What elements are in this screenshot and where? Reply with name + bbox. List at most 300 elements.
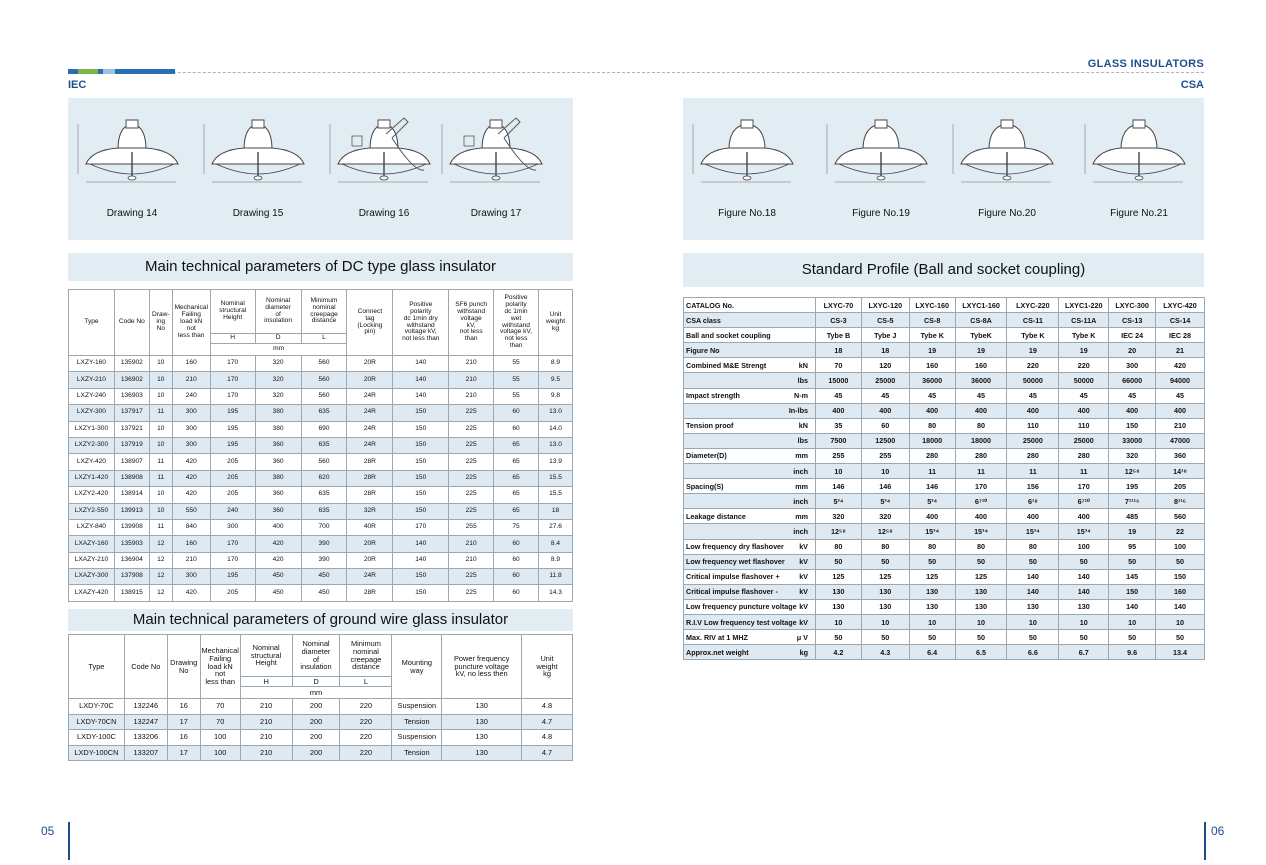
table-cell: 19 — [909, 343, 955, 358]
table-cell: Tybe K — [1007, 328, 1059, 343]
table-cell: 11 — [149, 519, 172, 535]
table-cell: 450 — [255, 585, 301, 601]
table-cell: 19 — [1059, 343, 1109, 358]
table-cell: 4.3 — [861, 645, 909, 660]
table-cell: 15³⁴ — [1059, 524, 1109, 539]
row-label-text: Figure No — [686, 345, 720, 355]
table-cell: 150 — [393, 487, 449, 503]
table-cell: 10 — [149, 437, 172, 453]
insulator-with-pin-drawing-icon — [324, 112, 444, 190]
table-cell: CS-11A — [1059, 313, 1109, 328]
table-row — [69, 745, 573, 761]
table-cell: Tybe J — [861, 328, 909, 343]
table-cell: 65 — [494, 454, 539, 470]
table-cell: 140 — [393, 356, 449, 372]
table-cell: 205 — [210, 454, 255, 470]
row-label — [684, 328, 816, 343]
table-row — [684, 599, 1205, 614]
table-cell: 560 — [301, 454, 347, 470]
table-cell: 12 — [149, 536, 172, 552]
table-cell: 400 — [1059, 509, 1109, 524]
table-cell: 146 — [815, 479, 861, 494]
table-cell: 320 — [861, 509, 909, 524]
table-cell: 6⁷¹⁰ — [1059, 494, 1109, 509]
table-cell: 390 — [301, 536, 347, 552]
table-cell: LXYC-300 — [1109, 298, 1156, 313]
row-unit-text: kV — [799, 557, 808, 567]
table-row — [684, 373, 1205, 388]
table-cell: 210 — [240, 730, 292, 746]
table-cell: 18000 — [955, 433, 1007, 448]
header-rule — [68, 72, 1204, 73]
table-cell: 24R — [347, 388, 393, 404]
row-unit-text: kV — [799, 617, 808, 627]
drawing-4 — [436, 112, 556, 219]
table-cell: 300 — [172, 437, 210, 453]
row-unit-text: μ V — [796, 632, 808, 642]
table-cell: 19 — [1007, 343, 1059, 358]
table-cell: 170 — [1059, 479, 1109, 494]
table-cell: 205 — [210, 585, 255, 601]
table-cell: 80 — [955, 539, 1007, 554]
table-cell: LXDY-70C — [69, 699, 125, 715]
gw-col-mounting: Mounting way — [392, 635, 442, 699]
table-cell: 15³⁴ — [955, 524, 1007, 539]
table-cell: 200 — [292, 745, 340, 761]
table-cell: 225 — [449, 437, 494, 453]
table-cell: 140 — [1007, 584, 1059, 599]
drawing-label: Figure No.18 — [718, 208, 776, 219]
table-row — [69, 569, 573, 585]
insulator-drawing-icon — [821, 112, 941, 190]
table-cell: 95 — [1109, 539, 1156, 554]
table-cell: 220 — [340, 745, 392, 761]
table-cell: CS-14 — [1156, 313, 1205, 328]
row-label-text: Ball and socket coupling — [686, 330, 771, 340]
table-cell: LXYC-220 — [1007, 298, 1059, 313]
table-cell: 7¹¹¹⁶ — [1109, 494, 1156, 509]
table-cell: 550 — [172, 503, 210, 519]
table-cell: 50 — [909, 554, 955, 569]
table-cell: 28R — [347, 470, 393, 486]
table-cell: LXAZY-420 — [69, 585, 115, 601]
table-cell: 10 — [149, 372, 172, 388]
table-cell: 17 — [167, 745, 200, 761]
col-height: Nominal structural Height — [210, 290, 255, 334]
table-cell: LXYC1-220 — [1059, 298, 1109, 313]
table-row — [69, 730, 573, 746]
table-cell: 400 — [955, 509, 1007, 524]
table-cell: 80 — [815, 539, 861, 554]
table-cell: 5³⁴ — [909, 494, 955, 509]
table-cell: CS-5 — [861, 313, 909, 328]
table-cell: 240 — [210, 503, 255, 519]
table-cell: 145 — [1109, 569, 1156, 584]
table-cell: 12⁵⁸ — [815, 524, 861, 539]
table-cell: 138915 — [114, 585, 149, 601]
table-cell: 225 — [449, 421, 494, 437]
table-cell: Tension — [392, 714, 442, 730]
table-cell: 10 — [149, 503, 172, 519]
table-cell: 146 — [909, 479, 955, 494]
table-cell: 420 — [172, 470, 210, 486]
gw-col-diameter-sym: D — [292, 677, 340, 687]
table-cell: 200 — [292, 714, 340, 730]
table-cell: 10 — [149, 388, 172, 404]
table-cell: 65 — [494, 487, 539, 503]
table-cell: 205 — [1156, 479, 1205, 494]
table-cell: 130 — [815, 599, 861, 614]
row-label — [684, 509, 816, 524]
table-cell: 210 — [240, 699, 292, 715]
table-cell: 140 — [1059, 569, 1109, 584]
table-row — [684, 630, 1205, 645]
table-cell: 9.8 — [539, 388, 573, 404]
table-row — [69, 470, 573, 486]
table-cell: 195 — [210, 437, 255, 453]
table-cell: 150 — [393, 437, 449, 453]
table-cell: IEC 24 — [1109, 328, 1156, 343]
table-cell: 14.0 — [539, 421, 573, 437]
table-cell: 12⁵⁸ — [1109, 464, 1156, 479]
gw-col-mech: Mechanical Failing load kN not less than — [200, 635, 240, 699]
table-cell: 100 — [200, 730, 240, 746]
table-cell: 130 — [442, 745, 522, 761]
table-cell: 9.5 — [539, 372, 573, 388]
col-creepage: Minimum nominal creepage distance — [301, 290, 347, 334]
row-label — [684, 569, 816, 584]
table-cell: 210 — [449, 372, 494, 388]
table-cell: 160 — [955, 358, 1007, 373]
table-cell: 140 — [1109, 599, 1156, 614]
csa-table-title: Standard Profile (Ball and socket coupling) — [683, 253, 1204, 287]
ground-wire-parameters-table — [68, 634, 573, 761]
table-cell: 11 — [1007, 464, 1059, 479]
table-cell: 300 — [1109, 358, 1156, 373]
table-cell: 150 — [1156, 569, 1205, 584]
table-cell: 25000 — [1007, 433, 1059, 448]
table-cell: 170 — [210, 536, 255, 552]
row-label — [684, 373, 816, 388]
table-cell: 130 — [1059, 599, 1109, 614]
table-cell: 240 — [172, 388, 210, 404]
table-cell: 255 — [449, 519, 494, 535]
table-cell: 60 — [494, 421, 539, 437]
table-cell: 150 — [393, 405, 449, 421]
brand-title: GLASS INSULATORS — [1087, 58, 1204, 70]
row-unit-text: kN — [798, 360, 808, 370]
row-label — [684, 358, 816, 373]
table-cell: 150 — [393, 503, 449, 519]
table-cell: 13.4 — [1156, 645, 1205, 660]
table-cell: 50 — [861, 554, 909, 569]
table-row — [684, 343, 1205, 358]
table-cell: 140 — [393, 552, 449, 568]
table-row — [69, 585, 573, 601]
table-cell: 28R — [347, 487, 393, 503]
drawing-2 — [198, 112, 318, 219]
table-cell: 560 — [1156, 509, 1205, 524]
table-cell: 130 — [955, 584, 1007, 599]
table-cell: 8¹¹⁶ — [1156, 494, 1205, 509]
table-cell: 6.4 — [909, 645, 955, 660]
table-cell: 320 — [255, 388, 301, 404]
table-cell: 12500 — [861, 433, 909, 448]
insulator-with-pin-drawing-icon — [436, 112, 556, 190]
table-cell: 635 — [301, 437, 347, 453]
table-row — [69, 536, 573, 552]
gw-col-type: Type — [69, 635, 125, 699]
table-cell: 50 — [815, 630, 861, 645]
table-cell: 50 — [1156, 630, 1205, 645]
table-cell: 60 — [494, 552, 539, 568]
table-cell: 210 — [449, 356, 494, 372]
table-cell: 400 — [815, 403, 861, 418]
table-cell: 700 — [301, 519, 347, 535]
table-cell: LXDY-100CN — [69, 745, 125, 761]
gw-col-code: Code No — [124, 635, 167, 699]
table-row — [69, 699, 573, 715]
row-label-text: Approx.net weight — [686, 647, 749, 657]
drawing-2 — [821, 112, 941, 219]
table-cell: 195 — [210, 569, 255, 585]
header-bar-segment — [115, 69, 175, 74]
table-cell: LXZY1-420 — [69, 470, 115, 486]
table-cell: 50 — [1059, 630, 1109, 645]
table-cell: 450 — [255, 569, 301, 585]
row-label-text: Leakage distance — [686, 511, 746, 521]
table-cell: 16 — [167, 730, 200, 746]
table-cell: 136904 — [114, 552, 149, 568]
row-label — [684, 298, 816, 313]
col-mech: Mechanical Failing load kN not less than — [172, 290, 210, 356]
table-cell: 225 — [449, 405, 494, 421]
row-label-text: Low frequency dry flashover — [686, 542, 784, 552]
table-cell: 80 — [909, 418, 955, 433]
table-cell: 80 — [1007, 539, 1059, 554]
row-unit-text: In-lbs — [788, 406, 808, 416]
table-row — [684, 569, 1205, 584]
table-cell: 400 — [1109, 403, 1156, 418]
row-label — [684, 464, 816, 479]
table-cell: 12 — [149, 552, 172, 568]
table-cell: 400 — [861, 403, 909, 418]
table-cell: CS-13 — [1109, 313, 1156, 328]
table-cell: 320 — [255, 372, 301, 388]
table-cell: 320 — [1109, 448, 1156, 463]
row-label — [684, 539, 816, 554]
table-cell: 10 — [815, 614, 861, 629]
row-label — [684, 614, 816, 629]
table-cell: 225 — [449, 470, 494, 486]
table-cell: 18 — [815, 343, 861, 358]
col-diameter: Nominal diameter of insulation — [255, 290, 301, 334]
table-cell: 160 — [172, 536, 210, 552]
table-cell: 420 — [172, 454, 210, 470]
table-cell: 132247 — [124, 714, 167, 730]
table-cell: 210 — [172, 552, 210, 568]
table-cell: 25000 — [861, 373, 909, 388]
table-cell: 8.4 — [539, 536, 573, 552]
table-cell: 300 — [172, 569, 210, 585]
table-cell: 137919 — [114, 437, 149, 453]
col-type: Type — [69, 290, 115, 356]
table-row — [684, 403, 1205, 418]
col-diameter-sym: D — [255, 334, 301, 344]
page-marker-right — [1204, 822, 1206, 860]
gw-col-unit-mm: mm — [240, 687, 392, 699]
table-cell: 225 — [449, 487, 494, 503]
table-cell: LXZY2-300 — [69, 437, 115, 453]
table-row — [684, 494, 1205, 509]
row-unit-text: lbs — [797, 376, 808, 386]
table-cell: 10 — [1109, 614, 1156, 629]
table-cell: LXYC-120 — [861, 298, 909, 313]
table-cell: IEC 28 — [1156, 328, 1205, 343]
dc-table-title: Main technical parameters of DC type glass insulator — [68, 253, 573, 281]
table-cell: 140 — [393, 372, 449, 388]
table-row — [684, 479, 1205, 494]
table-cell: 110 — [1059, 418, 1109, 433]
table-cell: 13.9 — [539, 454, 573, 470]
table-cell: 300 — [210, 519, 255, 535]
table-cell: 50 — [955, 630, 1007, 645]
table-cell: 300 — [172, 421, 210, 437]
table-cell: 50 — [1156, 554, 1205, 569]
table-cell: 11 — [149, 470, 172, 486]
table-cell: CS-11 — [1007, 313, 1059, 328]
table-cell: 130 — [861, 584, 909, 599]
table-cell: LXZY2-420 — [69, 487, 115, 503]
row-unit-text: mm — [795, 451, 808, 461]
table-cell: 10 — [1007, 614, 1059, 629]
table-cell: 66000 — [1109, 373, 1156, 388]
table-cell: 36000 — [909, 373, 955, 388]
row-label — [684, 388, 816, 403]
gw-col-creepage-sym: L — [340, 677, 392, 687]
table-row — [69, 421, 573, 437]
table-cell: 18000 — [909, 433, 955, 448]
col-unit-mm: mm — [210, 344, 347, 356]
table-cell: 130 — [815, 584, 861, 599]
table-cell: 156 — [1007, 479, 1059, 494]
row-label-text: R.I.V Low frequency test voltage — [686, 617, 797, 627]
table-cell: 136903 — [114, 388, 149, 404]
table-cell: 13.0 — [539, 437, 573, 453]
table-cell: 25000 — [1059, 433, 1109, 448]
table-cell: LXYC1-160 — [955, 298, 1007, 313]
table-cell: 94000 — [1156, 373, 1205, 388]
table-cell: 400 — [1007, 403, 1059, 418]
table-cell: 840 — [172, 519, 210, 535]
table-cell: 70 — [200, 699, 240, 715]
table-cell: 133206 — [124, 730, 167, 746]
table-cell: 32R — [347, 503, 393, 519]
table-row — [684, 418, 1205, 433]
table-row — [69, 372, 573, 388]
ground-table-title: Main technical parameters of ground wire glass insulator — [68, 609, 573, 631]
table-cell: 137921 — [114, 421, 149, 437]
dc-parameters-table — [68, 289, 573, 602]
table-cell: LXDY-100C — [69, 730, 125, 746]
col-wet: Positive polarity dc 1min wet withstand voltage kV, not less than — [494, 290, 539, 356]
table-cell: 137917 — [114, 405, 149, 421]
table-cell: 150 — [393, 585, 449, 601]
table-cell: 4.2 — [815, 645, 861, 660]
table-cell: 150 — [393, 470, 449, 486]
gw-col-drawing: Drawing No — [167, 635, 200, 699]
table-cell: 450 — [301, 585, 347, 601]
page-number-left: 05 — [41, 824, 55, 838]
insulator-drawing-icon — [1079, 112, 1199, 190]
table-cell: 140 — [1156, 599, 1205, 614]
table-cell: 210 — [449, 388, 494, 404]
table-cell: 690 — [301, 421, 347, 437]
table-cell: 19 — [955, 343, 1007, 358]
row-unit-text: mm — [795, 511, 808, 521]
iec-label: IEC — [68, 79, 87, 91]
table-row — [684, 433, 1205, 448]
table-cell: 80 — [909, 539, 955, 554]
row-unit-text: kV — [799, 587, 808, 597]
drawing-4 — [1079, 112, 1199, 219]
table-cell: 210 — [172, 372, 210, 388]
table-cell: 65 — [494, 470, 539, 486]
table-cell: 60 — [861, 418, 909, 433]
table-cell: 45 — [1156, 388, 1205, 403]
table-cell: 60 — [494, 536, 539, 552]
table-row — [684, 464, 1205, 479]
table-cell: 560 — [301, 388, 347, 404]
table-cell: Suspension — [392, 730, 442, 746]
col-weight: Unit weight kg — [539, 290, 573, 356]
table-row — [684, 328, 1205, 343]
table-cell: 12 — [149, 569, 172, 585]
table-cell: 210 — [449, 536, 494, 552]
table-cell: 6.6 — [1007, 645, 1059, 660]
table-cell: 400 — [1007, 509, 1059, 524]
table-row — [684, 524, 1205, 539]
col-sf6: SF6 punch withstand voltage kV, not less than — [449, 290, 494, 356]
table-cell: 380 — [255, 421, 301, 437]
table-cell: 220 — [1059, 358, 1109, 373]
table-cell: 16 — [167, 699, 200, 715]
table-cell: LXDY-70CN — [69, 714, 125, 730]
row-label — [684, 343, 816, 358]
header-bar-segment — [68, 69, 78, 74]
table-cell: 50 — [1007, 554, 1059, 569]
col-positive: Positive polarity dc 1min dry withstand voltage kV, not less than — [393, 290, 449, 356]
table-cell: 36000 — [955, 373, 1007, 388]
table-cell: 10 — [861, 614, 909, 629]
row-label-text: CATALOG No. — [686, 300, 735, 310]
table-cell: 28R — [347, 454, 393, 470]
table-cell: 255 — [861, 448, 909, 463]
table-cell: LXZY-160 — [69, 356, 115, 372]
drawing-label: Drawing 15 — [232, 208, 284, 219]
table-cell: 146 — [861, 479, 909, 494]
table-cell: Tybe K — [909, 328, 955, 343]
table-cell: 420 — [172, 585, 210, 601]
table-cell: 6¹⁸ — [1007, 494, 1059, 509]
table-cell: 137908 — [114, 569, 149, 585]
table-cell: 50 — [1007, 630, 1059, 645]
table-cell: 140 — [393, 388, 449, 404]
table-cell: 280 — [955, 448, 1007, 463]
table-cell: 47000 — [1156, 433, 1205, 448]
table-cell: 485 — [1109, 509, 1156, 524]
table-cell: 11 — [149, 405, 172, 421]
